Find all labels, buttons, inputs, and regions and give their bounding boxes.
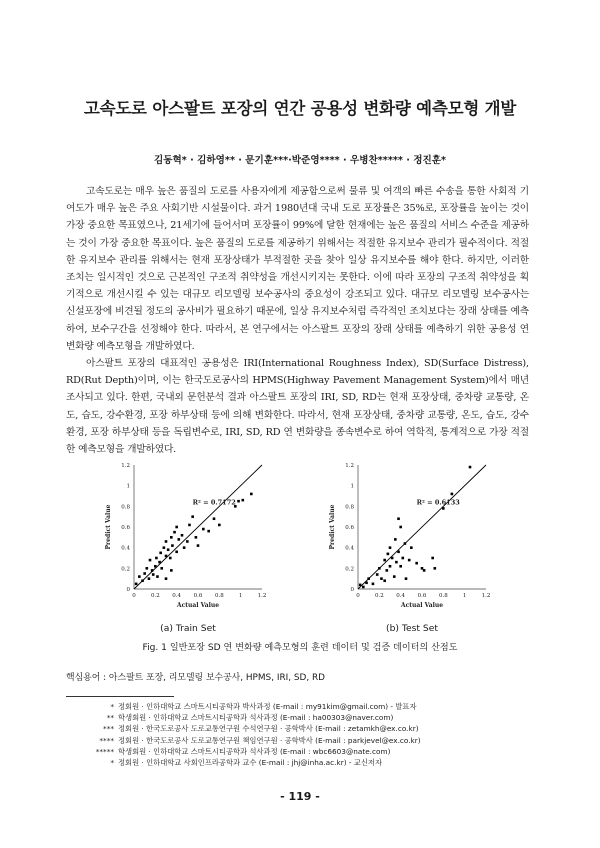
paragraph: 아스팔트 포장의 대표적인 공용성은 IRI(International Roughness Index), SD(Surface Distress), RD(Rut Depth)이며, 이는 한국도로공사의 HPMS(Highway Pavement Management System)에서 매년 조사되고 있다. 한편, 국내외 문헌분석 결과 아스팔트 포장의 IRI, SD, RD는 현재 포장상태, 중차량 교통량, 온도, 습도, 강수환경, 포장 하부상태 등에 의해 변화한다. 따라서, 현재 포장상태, 중차량 교통량, 온도, 습도, 강수환경, 포장 하부상태 등을 독립변수로, IRI, SD, RD 연 변화량을 종속변수로 하여 역학적, 통계적으로 가장 적절한 예측모형을 개발하였다.: [66, 358, 529, 456]
footnote: [66, 712, 536, 723]
data-point: [237, 500, 240, 503]
data-point: [469, 466, 472, 469]
data-point: [397, 517, 400, 520]
scatter-plot-train: [88, 455, 288, 615]
data-point: [367, 577, 370, 580]
data-point: [387, 553, 390, 556]
data-point: [186, 540, 189, 543]
footnote-mark: **: [106, 713, 114, 723]
x-tick-label: 1.2: [257, 593, 267, 599]
footnote-mark: *: [110, 758, 114, 768]
data-point: [207, 530, 210, 533]
x-tick-label: 1: [462, 593, 467, 599]
data-point: [197, 544, 200, 547]
abstract-body: [66, 183, 529, 458]
paper-title: 고속도로 아스팔트 포장의 연간 공용성 변화량 예측모형 개발: [83, 99, 517, 118]
data-point: [408, 559, 411, 562]
data-point: [159, 552, 162, 555]
x-tick-label: 0.4: [396, 593, 406, 599]
y-axis-label: Predict Value: [105, 504, 112, 550]
data-point: [389, 546, 392, 549]
y-tick-label: 0.8: [345, 504, 354, 511]
footnote-divider: [66, 696, 174, 697]
data-point: [393, 575, 396, 578]
data-point: [181, 534, 184, 537]
data-point: [451, 493, 454, 496]
author-list: 김동혁* · 김하영** · 문기훈***·박준영**** · 우병찬***** · 정진훈*: [153, 155, 447, 166]
data-point: [383, 559, 386, 562]
data-point: [399, 526, 402, 529]
y-tick-label: 0.6: [345, 525, 354, 531]
footnote-list: [66, 701, 536, 768]
data-point: [213, 517, 216, 520]
data-point: [156, 575, 159, 578]
data-point: [383, 579, 386, 582]
y-axis-label: Predict Value: [329, 504, 336, 550]
data-point: [362, 586, 365, 589]
data-point: [395, 561, 398, 564]
data-point: [151, 569, 154, 572]
data-point: [148, 577, 151, 580]
scatter-plot-train-svg: [88, 455, 288, 615]
data-point: [404, 542, 407, 545]
footnote: [66, 735, 536, 746]
y-tick-label: 1: [350, 483, 354, 490]
data-point: [191, 515, 194, 518]
data-point: [135, 583, 138, 586]
data-point: [202, 528, 205, 531]
data-point: [402, 557, 405, 560]
y-tick-label: 1.2: [345, 463, 354, 469]
footnote-text: 학생회원 · 인하대학교 스마트시티공학과 석사과정 (E-mail : ha00303@naver.com): [118, 713, 394, 723]
data-point: [359, 584, 362, 587]
keywords: 핵심용어 : 아스팔트 포장, 리모델링 보수공사, HPMS, IRI, SD, RD: [66, 673, 325, 683]
y-tick-label: 0.6: [121, 525, 130, 531]
data-point: [250, 493, 253, 496]
footnote-mark: ***: [103, 724, 114, 734]
x-tick-label: 0: [356, 593, 360, 599]
data-point: [378, 567, 381, 570]
figure-caption: Fig. 1 일반포장 SD 연 변화량 예측모형의 훈련 데이터 및 검증 데이터의 산점도: [142, 643, 458, 653]
footnote-text: 정회원 · 한국도로공사 도로교통연구원 책임연구원 · 공학박사 (E-mail : parkjevel@ex.co.kr): [118, 735, 421, 745]
footnote-text: 정회원 · 한국도로공사 도로교통연구원 수석연구원 · 공학박사 (E-mail : zetamkh@ex.co.kr): [118, 724, 419, 734]
footnote: [66, 723, 536, 734]
figure-1: [88, 455, 512, 645]
data-point: [154, 565, 157, 568]
x-tick-label: 0.4: [172, 593, 182, 599]
r-squared-label: R² = 0.7172: [192, 498, 236, 507]
footnote-text: 정회원 · 인하대학교 스마트시티공학과 박사과정 (E-mail : my91kim@gmail.com) - 발표자: [118, 702, 417, 711]
y-tick-label: 1: [126, 483, 130, 490]
data-point: [178, 538, 181, 541]
data-point: [397, 551, 400, 554]
data-point: [431, 557, 434, 560]
data-point: [149, 559, 152, 562]
data-point: [169, 557, 172, 560]
data-point: [380, 577, 383, 580]
data-point: [160, 567, 163, 570]
footnote-mark: *****: [95, 746, 114, 756]
y-tick-label: 0.4: [121, 545, 130, 552]
data-point: [183, 546, 186, 549]
y-tick-label: 0: [126, 587, 130, 593]
data-point: [423, 569, 426, 572]
data-point: [173, 531, 176, 534]
data-point: [365, 582, 368, 585]
footnote-mark: *: [110, 702, 114, 711]
data-point: [171, 544, 174, 547]
y-tick-label: 1.2: [121, 463, 130, 469]
data-point: [138, 575, 141, 578]
y-tick-label: 0.8: [121, 504, 130, 511]
scatter-plot-test: [312, 455, 512, 615]
page-number: - 119 -: [280, 790, 320, 803]
data-point: [175, 526, 178, 529]
y-tick-label: 0.2: [121, 566, 130, 573]
x-tick-label: 0: [132, 593, 136, 599]
footnote: [66, 746, 536, 757]
data-point: [376, 573, 379, 576]
data-point: [434, 567, 437, 570]
data-point: [158, 561, 161, 564]
data-point: [389, 565, 392, 568]
data-point: [394, 538, 397, 541]
data-point: [170, 569, 173, 572]
panel-caption-test: (b) Test Set: [385, 623, 439, 634]
data-point: [165, 540, 168, 543]
x-tick-label: 0.6: [417, 593, 427, 599]
x-tick-label: 1.2: [481, 593, 491, 599]
paragraph: 고속도로는 매우 높은 품질의 도로를 사용자에게 제공함으로써 물류 및 여객의 빠른 수송을 통한 사회적 기여도가 매우 높은 주요 사회기반 시설물이다. 과거 1980년대 국내 도로 포장률은 35%로, 포장률을 높이는 것이 가장 중요한 목표였으나, 21세기에 들어서며 포장률이 99%에 달한 현재에는 높은 품질의 서비스 수준을 제공하는 것이 가장 중요한 목표이다. 높은 품질의 도로를 제공하기 위해서는 적절한 유지보수 관리가 필수적이다. 적절한 유지보수 관리를 위해서는 현재 포장상태가 부적절한 곳을 찾아 일상 유지보수를 해야 한다. 하지만, 이러한 조치는 일시적인 것으로 근본적인 구조적 취약성을 개선시키지는 못한다. 이에 따라 포장의 구조적 취약성을 획기적으로 개선시킬 수 있는 대규모 리모델링 보수공사의 중요성이 강조되고 있다. 대규모 리모델링 보수공사는 신설포장에 비견될 정도의 공사비가 필요하기 때문에, 일상 유지보수처럼 즉각적인 조치보다는 장래 상태를 예측하여, 보수구간을 선정해야 한다. 따라서, 본 연구에서는 아스팔트 포장의 장래 상태를 예측하기 위한 공용성 연 변화량 예측모형을 개발하였다.: [66, 186, 529, 352]
data-point: [146, 567, 149, 570]
data-point: [165, 577, 168, 580]
trend-line: [358, 465, 486, 589]
data-point: [405, 577, 408, 580]
r-squared-label: R² = 0.6133: [416, 498, 460, 507]
data-point: [242, 499, 245, 502]
data-point: [391, 557, 394, 560]
data-point: [372, 583, 375, 586]
scatter-plot-test-svg: [312, 455, 512, 615]
data-point: [152, 573, 155, 576]
data-point: [410, 546, 413, 549]
data-point: [415, 562, 418, 565]
x-axis-label: Actual Value: [400, 602, 444, 609]
x-tick-label: 0.6: [193, 593, 203, 599]
x-tick-label: 1: [238, 593, 243, 599]
data-point: [442, 507, 445, 510]
footnote: [66, 757, 536, 768]
x-tick-label: 0.8: [438, 593, 448, 599]
panel-caption-train: (a) Train Set: [160, 623, 216, 634]
data-point: [218, 524, 221, 527]
data-point: [175, 551, 178, 554]
footnote-text: 정회원 · 인하대학교 사회인프라공학과 교수 (E-mail : jhj@inha.ac.kr) - 교신저자: [118, 758, 383, 768]
y-tick-label: 0.2: [345, 566, 354, 573]
x-tick-label: 0.2: [150, 593, 160, 599]
data-point: [165, 555, 168, 558]
y-tick-label: 0.4: [345, 545, 354, 552]
data-point: [399, 565, 402, 568]
y-tick-label: 0: [350, 587, 354, 593]
footnote: [66, 701, 536, 712]
footnote-mark: ****: [99, 735, 114, 745]
data-point: [195, 536, 198, 539]
data-point: [155, 557, 158, 560]
data-point: [188, 524, 191, 527]
data-point: [143, 572, 146, 575]
data-point: [141, 579, 144, 582]
data-point: [386, 569, 389, 572]
footnote-text: 학생회원 · 인하대학교 스마트시티공학과 석사과정 (E-mail : wbc6603@nate.com): [118, 746, 391, 756]
data-point: [163, 546, 166, 549]
x-tick-label: 0.2: [374, 593, 384, 599]
data-point: [170, 536, 173, 539]
x-axis-label: Actual Value: [176, 602, 220, 609]
data-point: [167, 548, 170, 551]
x-tick-label: 0.8: [214, 593, 224, 599]
